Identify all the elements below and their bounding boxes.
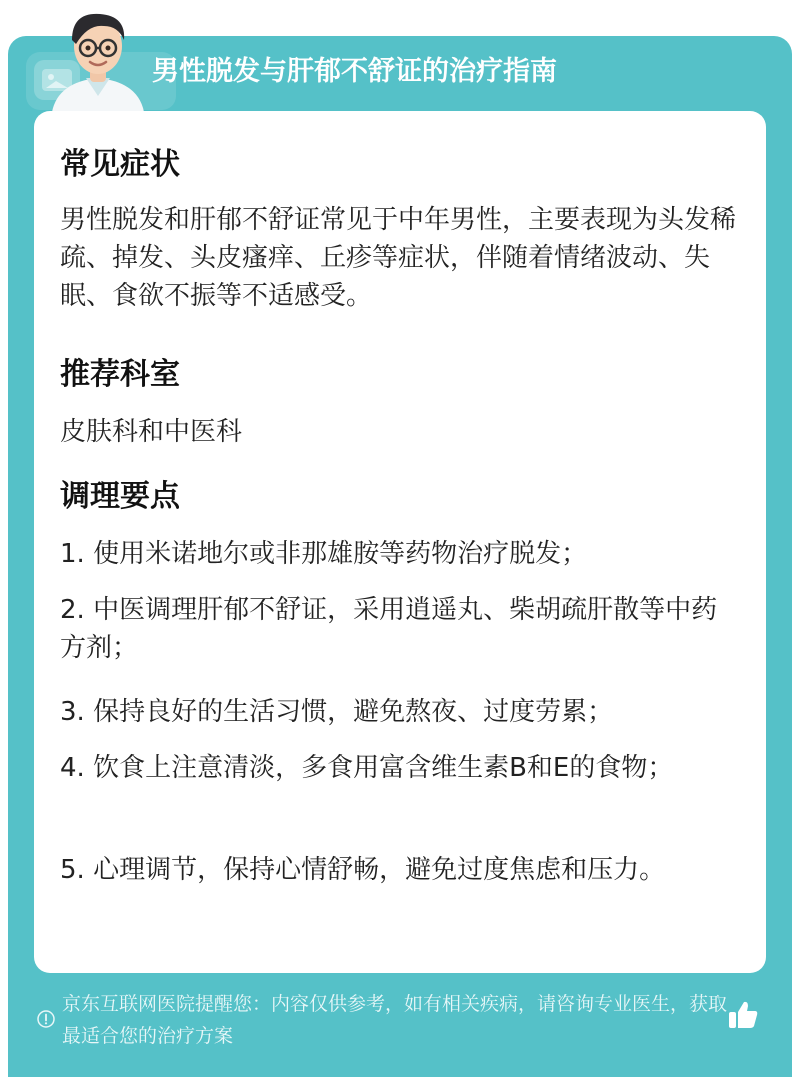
care-item: 4. 饮食上注意清淡，多食用富含维生素B和E的食物； — [60, 753, 674, 783]
section-heading-care: 调理要点 — [60, 479, 180, 514]
care-item: 3. 保持良好的生活习惯，避免熬夜、过度劳累； — [60, 697, 614, 727]
care-item: 2. 中医调理肝郁不舒证，采用逍遥丸、柴胡疏肝散等中药方剂； — [60, 595, 718, 663]
disclaimer-text: 京东互联网医院提醒您：内容仅供参考，如有相关疾病，请咨询专业医生，获取最适合您的治疗方案 — [62, 993, 728, 1047]
page-title: 男性脱发与肝郁不舒证的治疗指南 — [152, 56, 557, 87]
section-heading-symptoms: 常见症状 — [60, 147, 180, 182]
care-item: 5. 心理调节，保持心情舒畅，避免过度焦虑和压力。 — [60, 855, 666, 885]
section-body-symptoms: 男性脱发和肝郁不舒证常见于中年男性，主要表现为头发稀疏、掉发、头皮瘙痒、丘疹等症状，伴随着情绪波动、失眠、食欲不振等不适感受。 — [60, 205, 737, 311]
section-body-department: 皮肤科和中医科 — [60, 417, 243, 447]
content-panel — [34, 111, 766, 973]
doctor-avatar-icon — [48, 4, 148, 112]
section-heading-department: 推荐科室 — [60, 357, 180, 392]
care-item: 1. 使用米诺地尔或非那雄胺等药物治疗脱发； — [60, 539, 588, 569]
thumbs-up-icon[interactable] — [726, 998, 760, 1032]
info-icon — [36, 1009, 56, 1029]
